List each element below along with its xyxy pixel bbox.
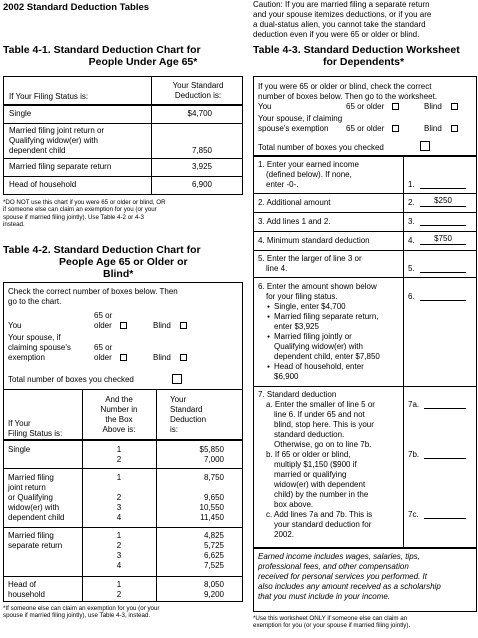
g3-num: 1 (116, 531, 122, 540)
h2-l1: And the (105, 395, 133, 404)
t43-spouse-label (258, 114, 342, 134)
total-label: Total number of boxes you checked (8, 375, 134, 384)
table41-title-line2: People Under Age 65* (88, 56, 198, 68)
g1-amts (158, 445, 224, 465)
g2-label (8, 473, 65, 523)
table42-instr-l2: go to the chart. (8, 297, 62, 306)
table-row-status: Head of household (9, 180, 77, 189)
ws-line5 (258, 254, 362, 274)
g4-amt: 8,050 (203, 580, 224, 589)
earned-l5: that you must include in your income. (258, 592, 391, 601)
g3-num: 4 (116, 561, 122, 570)
ws-line7b-l4: widow(er) with dependent (274, 480, 366, 489)
g1-nums (84, 445, 154, 465)
table43-title-line1: Table 4-3. Standard Deduction Worksheet (253, 44, 460, 56)
page-title: 2002 Standard Deduction Tables (3, 2, 150, 13)
spouse-blind-checkbox[interactable] (180, 354, 187, 361)
earned-l2: professional fees, and other compensation (258, 562, 409, 571)
g2-amt: 9,650 (203, 493, 224, 502)
h1-l1: If Your (8, 419, 31, 428)
earned-l1: Earned income includes wages, salaries, tips, (258, 552, 420, 561)
h3-l2: Standard (170, 405, 203, 414)
g3-nums (84, 531, 154, 571)
spouse-65-checkbox[interactable] (120, 354, 127, 361)
g2-amt: 10,550 (199, 503, 224, 512)
h2-l4: Above is: (102, 425, 136, 434)
you-blind-checkbox[interactable] (180, 322, 187, 329)
table43-instr-l1: If you were 65 or older or blind, check the correct (258, 82, 432, 91)
you-label: You (8, 321, 22, 330)
table43-instr-l2: number of boxes below. Then go to the worksheet. (258, 92, 438, 101)
you-65-l2: older (94, 321, 112, 330)
ws-line6-option: ● Single, enter $4,700 (274, 302, 400, 312)
ws-line7b-input[interactable] (424, 450, 466, 459)
table41 (3, 76, 243, 195)
ws-line7a-l3: blind, stop here. This is your (274, 420, 374, 429)
ws-line1 (258, 160, 359, 190)
caution-l4: deduction even if you were 65 or older or blind. (253, 30, 420, 39)
ws-line7a-l4: standard deduction. (274, 430, 345, 439)
g2-num: 3 (116, 503, 122, 512)
ws-line3: 3. Add lines 1 and 2. (258, 217, 331, 226)
h2-l2: Number in (100, 405, 138, 414)
table-row-amount: 3,925 (191, 162, 212, 171)
ws-line5-input[interactable] (420, 264, 466, 273)
table43-instructions (258, 82, 476, 102)
g3-l1: Married filing (8, 531, 54, 540)
ws-line5-num: 5. (408, 264, 415, 273)
table42-h1 (8, 419, 62, 439)
g3-amts (158, 531, 224, 571)
ws-line6-l2: for your filing status. (266, 292, 338, 301)
ws-line7b-l2: multiply $1,150 ($900 if (274, 460, 357, 469)
g2-l1: Married filing (8, 473, 54, 482)
table41-title-line1: Table 4-1. Standard Deduction Chart for (3, 44, 201, 56)
g4-nums (84, 580, 154, 600)
h3-l1: Your (170, 395, 187, 404)
ws-line6-option: ● Married filing separate return, (274, 312, 400, 322)
g4-amt: 9,200 (203, 590, 224, 599)
table41-col2 (154, 81, 242, 101)
ws-line1-l1: 1. Enter your earned income (258, 160, 359, 169)
table42-title-line1: Table 4-2. Standard Deduction Chart for (3, 244, 201, 256)
g3-num: 3 (116, 551, 122, 560)
spouse-l3: exemption (8, 353, 45, 362)
g1-num: 2 (116, 455, 122, 464)
g2-amts (158, 473, 224, 523)
t43-you-label: You (258, 102, 272, 111)
table41-footnote-l4: instead. (3, 221, 25, 229)
ws-line6-input[interactable] (420, 292, 466, 301)
table-row-status: Married filing separate return (9, 162, 112, 171)
g2-amt: 8,750 (203, 473, 224, 482)
t43-you-blind-label: Blind (424, 102, 442, 111)
table43 (253, 76, 477, 612)
spouse-65-l2: older (94, 353, 112, 362)
earned-income-note (258, 552, 474, 602)
ws-line1-input[interactable] (420, 180, 466, 189)
g2-l4: widow(er) with (8, 503, 60, 512)
ws-line7a-input[interactable] (424, 400, 466, 409)
table42-footnote-l2: spouse if married filing jointly), use Table 4-3, instead. (3, 612, 151, 620)
table41-row2-l2: Qualifying widow(er) with (9, 136, 98, 145)
ws-line6-option-cont: dependent child, enter $7,850 (274, 352, 380, 361)
g2-l5: dependent child (8, 513, 65, 522)
earned-l4: also includes any amount received as a scholarship (258, 582, 441, 591)
table41-col2-l2: Deduction is: (174, 91, 222, 100)
spouse-label (8, 333, 71, 363)
spouse-65-l1: 65 or (94, 343, 113, 352)
table43-footnote (253, 615, 477, 630)
ws-line2-value: $250 (420, 196, 466, 207)
ws-line7b-l6: box above. (274, 500, 314, 509)
ws-line5-l1: 5. Enter the larger of line 3 or (258, 254, 362, 263)
table42-title (3, 244, 243, 280)
t43-total-label: Total number of boxes you checked (258, 143, 384, 152)
ws-line5-l2: line 4. (266, 264, 288, 273)
t43-you-65-label: 65 or older (346, 102, 385, 111)
ws-line7c-num: 7c. (408, 510, 419, 519)
g3-amt: 7,525 (203, 561, 224, 570)
ws-line1-num: 1. (408, 180, 415, 189)
ws-line6 (258, 282, 400, 382)
ws-line4: 4. Minimum standard deduction (258, 236, 370, 245)
table42-instructions (8, 287, 240, 307)
t43-spouse-blind-label: Blind (424, 124, 442, 133)
h2-l3: the Box (105, 415, 133, 424)
ws-line7b-l5: child) by the number in the (274, 490, 369, 499)
g2-num: 2 (116, 493, 122, 502)
table42-footnote (3, 605, 243, 620)
ws-line7 (258, 390, 400, 540)
t43-you-blind-checkbox[interactable] (451, 103, 458, 110)
g3-num: 2 (116, 541, 122, 550)
spouse-l1: Your spouse, if (8, 333, 61, 342)
total-box[interactable] (172, 374, 182, 384)
t43-spouse-l1: Your spouse, if claiming (258, 114, 343, 123)
ws-line7-title: 7. Standard deduction (258, 390, 337, 399)
spouse-65-label (94, 343, 112, 363)
table41-footnote (3, 199, 243, 229)
spouse-blind-label: Blind (153, 353, 171, 362)
table41-footnote-l2: if someone else can claim an exemption for you (or your (3, 206, 157, 214)
you-65-l1: 65 or (94, 311, 113, 320)
spouse-l2: claiming spouse's (8, 343, 71, 352)
table41-col2-l1: Your Standard (172, 81, 224, 90)
g1-amt: $5,850 (199, 445, 224, 454)
table41-col1: If Your Filing Status is: (9, 92, 89, 101)
t43-spouse-l2: spouse's exemption (258, 124, 329, 133)
g3-l2: separate return (8, 541, 63, 550)
ws-line6-option: ● Married filing jointly or (274, 332, 400, 342)
ws-line7b-num: 7b. (408, 450, 420, 459)
ws-line6-option: ● Head of household, enter (274, 362, 400, 372)
ws-line2: 2. Additional amount (258, 198, 331, 207)
ws-line6-option-cont: Qualifying widow(er) with (274, 342, 363, 351)
table41-row2-l1: Married filing joint return or (9, 126, 105, 135)
caution-l2: and your spouse itemizes deductions, or if you are (253, 10, 432, 19)
table-row-amount: $4,700 (187, 109, 212, 118)
table42-instr-l1: Check the correct number of boxes below. Then (8, 287, 178, 296)
table43-title (253, 44, 477, 68)
ws-line7c-l2: your standard deduction for (274, 520, 372, 529)
table42-h2 (84, 395, 154, 435)
ws-line6-option-cont: $6,900 (274, 372, 299, 381)
g3-amt: 4,825 (203, 531, 224, 540)
ws-line7c-l1: c. Add lines 7a and 7b. This is (266, 510, 373, 519)
table43-footnote-l1: *Use this worksheet ONLY if someone else can claim an (253, 615, 408, 622)
t43-total-box[interactable] (420, 141, 430, 151)
ws-line3-num: 3. (408, 217, 415, 226)
caution-l3: a dual-status alien, you cannot take the standard (253, 20, 426, 29)
g2-amt: 11,450 (200, 513, 224, 522)
g3-amt: 5,725 (203, 541, 224, 550)
ws-line6-num: 6. (408, 292, 415, 301)
ws-line2-num: 2. (408, 198, 415, 207)
g4-num: 1 (116, 580, 122, 589)
ws-line7a-l5: Otherwise, go on to line 7b. (274, 440, 372, 449)
ws-line7a-l2: line 6. If under 65 and not (274, 410, 365, 419)
ws-line7c-input[interactable] (424, 510, 466, 519)
ws-line6-option-cont: enter $3,925 (274, 322, 319, 331)
table41-row2-l3: dependent child (9, 146, 66, 155)
table41-title (3, 44, 243, 68)
g3-label (8, 531, 62, 551)
ws-line7a-num: 7a. (408, 400, 420, 409)
g4-num: 2 (116, 590, 122, 599)
g2-num: 4 (116, 513, 122, 522)
ws-line1-l2: (defined below). If none, (266, 170, 352, 179)
g1-amt: 7,000 (203, 455, 224, 464)
h1-l2: Filing Status is: (8, 429, 63, 438)
table43-title-line2: for Dependents* (323, 56, 405, 68)
table42-h3 (170, 395, 206, 435)
you-65-label (94, 311, 112, 331)
g4-l1: Head of (8, 580, 37, 589)
ws-line7c-l3: 2002. (274, 530, 295, 539)
ws-line1-l3: enter -0-. (266, 180, 299, 189)
h3-l4: is: (170, 425, 178, 434)
ws-line6-l1: 6. Enter the amount shown below (258, 282, 377, 291)
h3-l3: Deduction (170, 415, 207, 424)
g2-num: 1 (116, 473, 122, 482)
g2-nums (84, 473, 154, 523)
table42-title-line3: Blind* (103, 268, 134, 280)
g4-l2: household (8, 590, 45, 599)
g3-amt: 6,625 (203, 551, 224, 560)
table-row-status: Single (9, 109, 32, 118)
caution-l1: Caution: If you are married filing a separate return (253, 0, 430, 9)
g1-label: Single (8, 445, 31, 454)
table42-title-line2: People Age 65 or Older or (59, 256, 188, 268)
t43-spouse-65-label: 65 or older (346, 124, 385, 133)
table-row-status (9, 126, 104, 156)
g4-amts (158, 580, 224, 600)
you-65-checkbox[interactable] (120, 322, 127, 329)
table42 (3, 282, 243, 602)
g1-num: 1 (116, 445, 122, 454)
table43-footnote-l2: exemption for you (or your spouse if married filing jointly). (253, 622, 411, 630)
t43-spouse-blind-checkbox[interactable] (451, 125, 458, 132)
ws-line7b-l1: b. If 65 or older or blind, (266, 450, 351, 459)
t43-you-65-checkbox[interactable] (392, 103, 399, 110)
ws-line7b-l3: married or qualifying (274, 470, 347, 479)
t43-spouse-65-checkbox[interactable] (392, 125, 399, 132)
earned-l3: received for personal services you performed. It (258, 572, 427, 581)
g2-l3: or Qualifying (8, 493, 53, 502)
table-row-amount: 7,850 (191, 146, 212, 155)
ws-line3-input[interactable] (420, 217, 466, 226)
caution-note (253, 0, 477, 40)
table41-footnote-l1: *DO NOT use this chart if you were 65 or older or blind, OR (3, 199, 166, 206)
table-row-amount: 6,900 (191, 180, 212, 189)
ws-line4-value: $750 (420, 234, 466, 245)
table41-footnote-l3: spouse if married filing jointly). Use Table 4-2 or 4-3 (3, 213, 144, 221)
g4-label (8, 580, 45, 600)
g2-l2: joint return (8, 483, 46, 492)
ws-line4-num: 4. (408, 236, 415, 245)
you-blind-label: Blind (153, 321, 171, 330)
ws-line7a-l1: a. Enter the smaller of line 5 or (266, 400, 375, 409)
table42-footnote-l1: *If someone else can claim an exemption for you (or your (3, 605, 160, 612)
